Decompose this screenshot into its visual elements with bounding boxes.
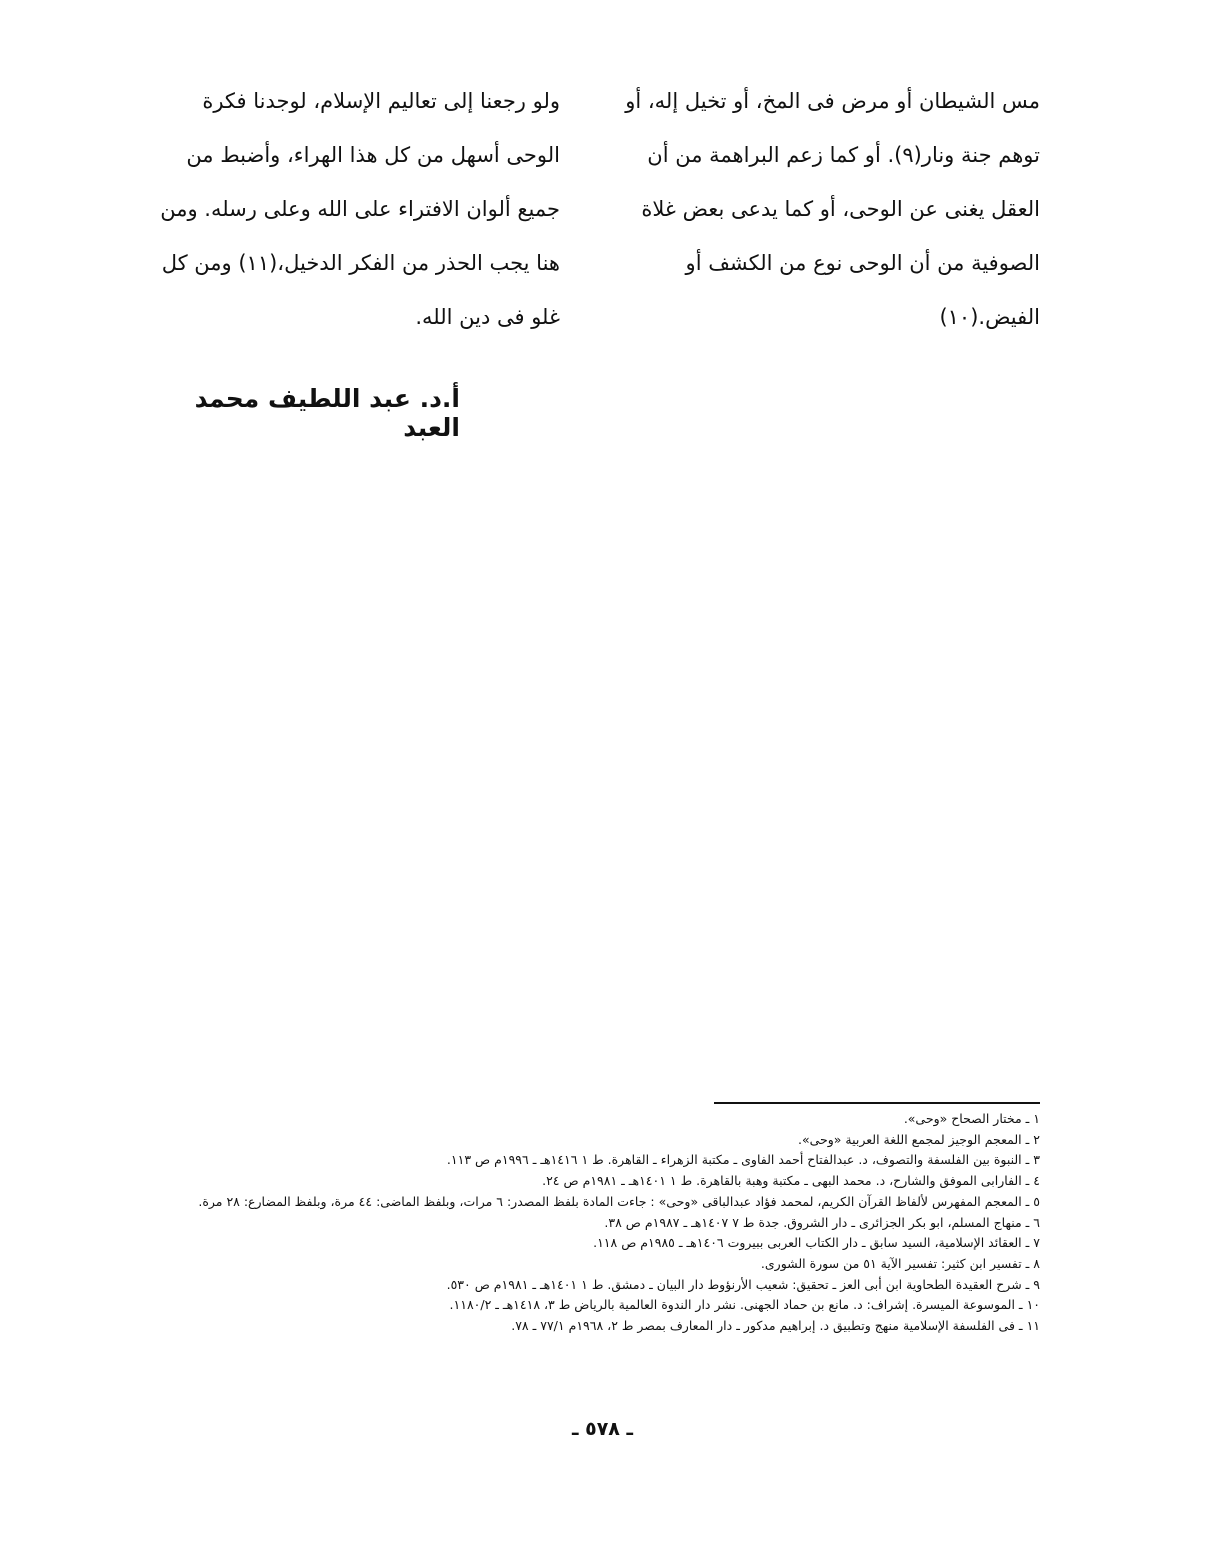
- text-line: العقل يغنى عن الوحى، أو كما يدعى بعض غلاة: [641, 197, 1040, 221]
- text-column-left: [130, 74, 560, 344]
- text-line: جميع ألوان الافتراء على الله وعلى رسله. ومن: [160, 197, 560, 221]
- page-number: ـ ٥٧٨ ـ: [571, 1418, 633, 1440]
- text-line: الوحى أسهل من كل هذا الهراء، وأضبط من: [186, 143, 560, 167]
- text-line: الصوفية من أن الوحى نوع من الكشف أو: [685, 251, 1040, 275]
- text-line: غلو فى دين الله.: [415, 305, 560, 329]
- text-line: هنا يجب الحذر من الفكر الدخيل،(١١) ومن كل: [161, 251, 560, 275]
- footnote: ١ ـ مختار الصحاح «وحى».: [903, 1111, 1040, 1126]
- footnote: ٤ ـ الفارابى الموفق والشارح، د. محمد البهى ـ مكتبة وهبة بالقاهرة. ط ١ ١٤٠١هـ ـ ١٩٨١م ص ٢٤.: [542, 1173, 1040, 1189]
- footnotes: [140, 1109, 1040, 1337]
- text-line: ولو رجعنا إلى تعاليم الإسلام، لوجدنا فكرة: [202, 89, 560, 113]
- footnote: ٧ ـ العقائد الإسلامية، السيد سابق ـ دار الكتاب العربى ببيروت ١٤٠٦هـ ـ ١٩٨٥م ص ١١٨.: [593, 1235, 1040, 1251]
- author-signature: أ.د. عبد اللطيف محمد العبد: [194, 384, 460, 442]
- footnote: ٦ ـ منهاج المسلم، ابو بكر الجزائرى ـ دار الشروق. جدة ط ٧ ١٤٠٧هـ ـ ١٩٨٧م ص ٣٨.: [604, 1214, 1040, 1230]
- footnote: ٨ ـ تفسير ابن كثير: تفسير الآية ٥١ من سورة الشورى.: [760, 1255, 1040, 1271]
- text-line: الفيض.(١٠): [939, 305, 1040, 329]
- footnote: ٥ ـ المعجم المفهرس لألفاظ القرآن الكريم، لمحمد فؤاد عبدالباقى «وحى» : جاءت المادة بلفظ المصدر: ٦ مرات، وبلفظ الماضى: ٤٤ مرة، وبلفظ المضارع: ٢٨ مرة.: [198, 1193, 1040, 1209]
- footnote: ٣ ـ النبوة بين الفلسفة والتصوف، د. عبدالفتاح أحمد الفاوى ـ مكتبة الزهراء ـ القاهرة. ط ١ ١٤١٦هـ ـ ١٩٩٦م ص ١١٣.: [446, 1152, 1040, 1168]
- footnote: ٢ ـ المعجم الوجيز لمجمع اللغة العربية «وحى».: [797, 1131, 1040, 1147]
- footnote-divider: [714, 1102, 1040, 1104]
- text-line: توهم جنة ونار(٩). أو كما زعم البراهمة من أن: [647, 143, 1040, 167]
- text-line: مس الشيطان أو مرض فى المخ، أو تخيل إله، أو: [625, 89, 1040, 113]
- footnote: ١٠ ـ الموسوعة الميسرة. إشراف: د. مانع بن حماد الجهنى. نشر دار الندوة العالمية بالرياض ط ٣، ١٤١٨هـ ـ ١١٨٠/٢.: [449, 1297, 1040, 1313]
- footnote: ١١ ـ فى الفلسفة الإسلامية منهج وتطبيق د. إبراهيم مدكور ـ دار المعارف بمصر ط ٢، ١٩٦٨م ٧٧/١ ـ ٧٨.: [511, 1318, 1040, 1334]
- footnote: ٩ ـ شرح العقيدة الطحاوية ابن أبى العز ـ تحقيق: شعيب الأرنؤوط دار البيان ـ دمشق. ط ١ ١٤٠١هـ ـ ١٩٨١م ص ٥٣٠.: [446, 1276, 1040, 1292]
- text-column-right: [612, 74, 1040, 344]
